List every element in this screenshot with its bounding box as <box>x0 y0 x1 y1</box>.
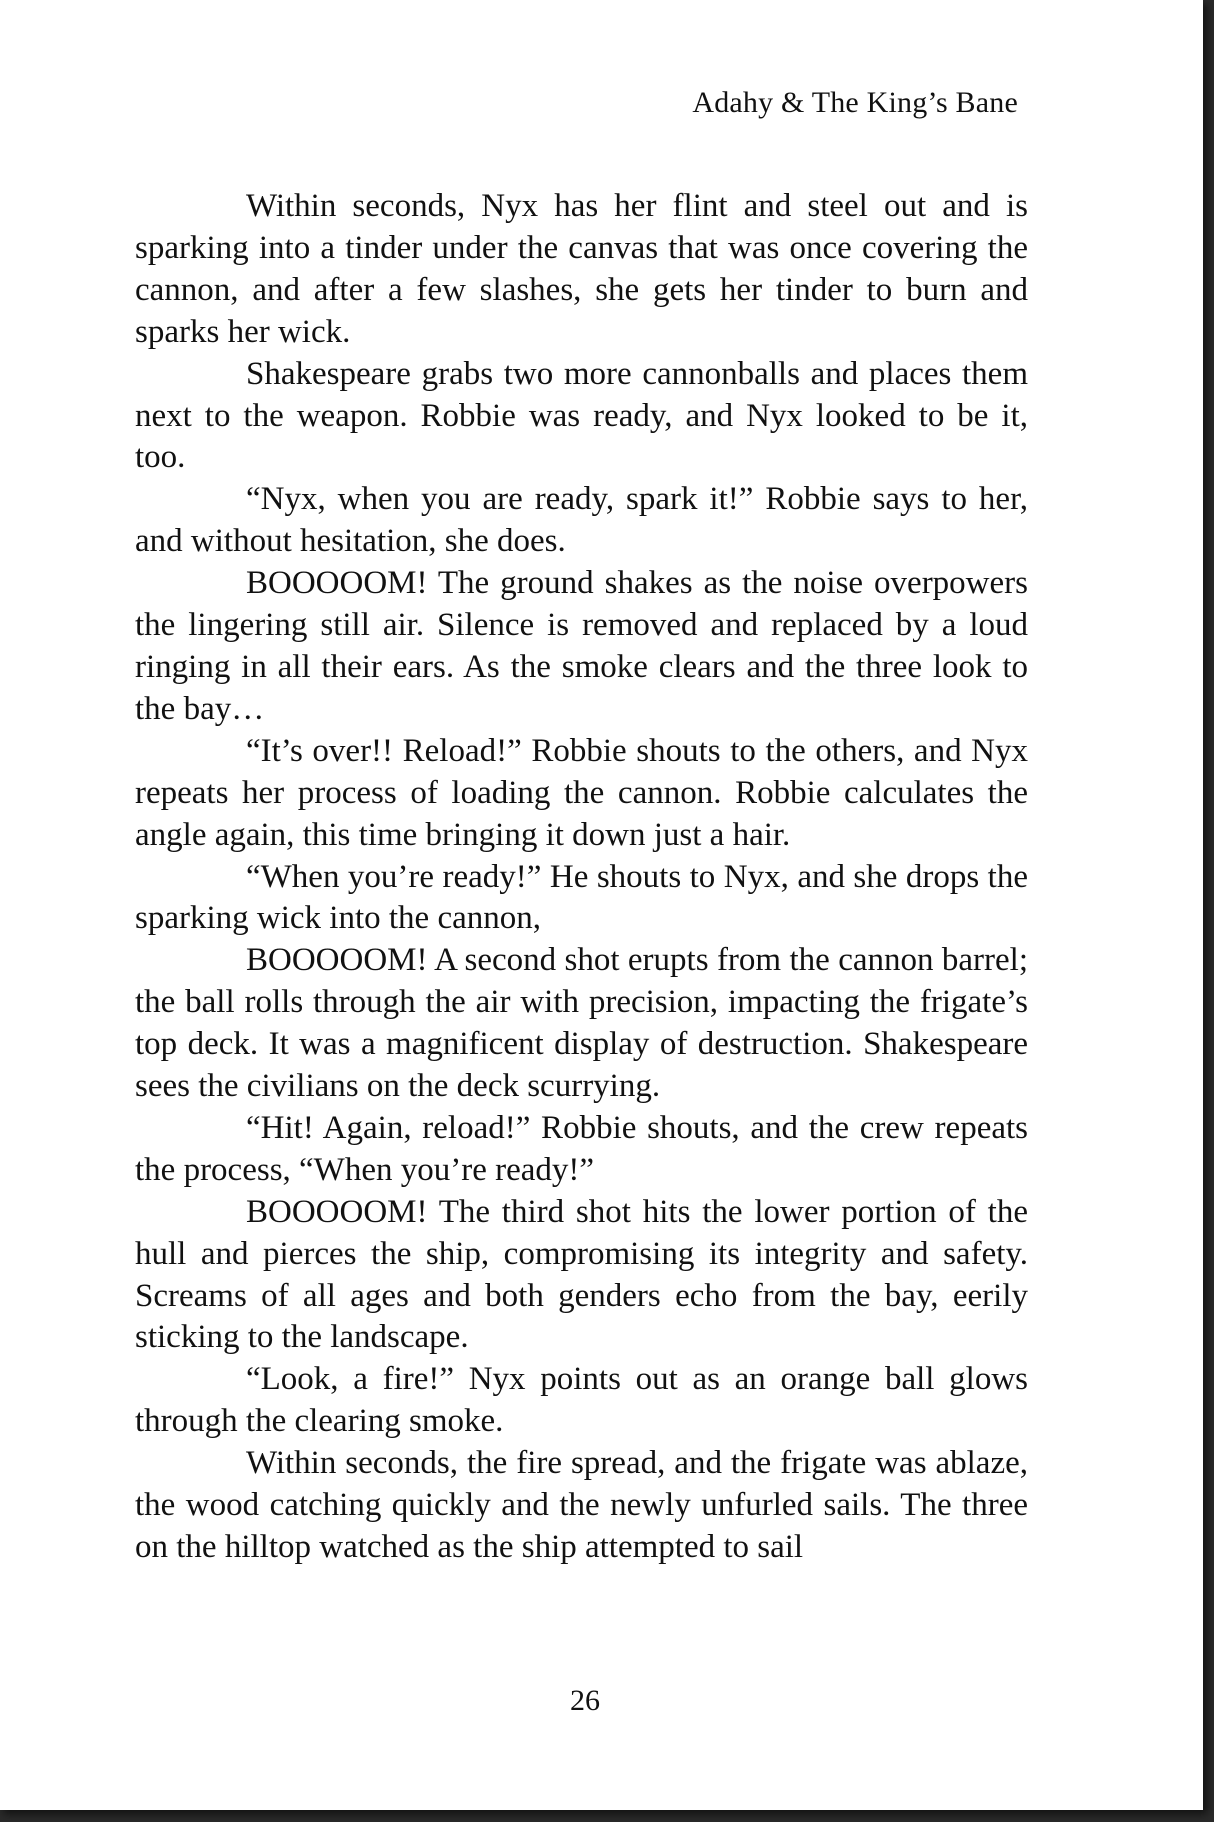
paragraph: BOOOOOM! A second shot erupts from the cannon barrel; the ball rolls through the air with precision, impacting the frigate’s top deck. It was a magnificent display of destruction. Shakespeare sees the civilians on the deck scurrying. <box>135 942 1028 1105</box>
paragraph: Within seconds, the fire spread, and the frigate was ablaze, the wood catching quickly and the newly unfurled sails. The three on the hilltop watched as the ship attempted to sail <box>135 1445 1028 1565</box>
paragraph: BOOOOOM! The third shot hits the lower portion of the hull and pierces the ship, compromising its integrity and safety. Screams of all ages and both genders echo from the bay, eerily sticking to the landscape. <box>135 1193 1028 1356</box>
paragraph: “Nyx, when you are ready, spark it!” Robbie says to her, and without hesitation, she does. <box>135 481 1028 560</box>
paragraph: “When you’re ready!” He shouts to Nyx, and she drops the sparking wick into the cannon, <box>135 858 1028 937</box>
paragraph: “Hit! Again, reload!” Robbie shouts, and the crew repeats the process, “When you’re ready!” <box>135 1109 1028 1188</box>
running-header-title: Adahy & The King’s Bane <box>692 86 1018 119</box>
page-number: 26 <box>570 1684 600 1717</box>
paragraph: “It’s over!! Reload!” Robbie shouts to the others, and Nyx repeats her process of loading the cannon. Robbie calculates the angle again, this time bringing it down just a hair. <box>135 732 1028 853</box>
paragraph: Shakespeare grabs two more cannonballs and places them next to the weapon. Robbie was ready, and Nyx looked to be it, too. <box>135 355 1028 476</box>
paragraph: Within seconds, Nyx has her flint and steel out and is sparking into a tinder under the canvas that was once covering the cannon, and after a few slashes, she gets her tinder to burn and sparks her wick. <box>135 188 1028 350</box>
paragraph: “Look, a fire!” Nyx points out as an orange ball glows through the clearing smoke. <box>135 1361 1028 1440</box>
body-text <box>135 186 1028 1569</box>
paragraph: BOOOOOM! The ground shakes as the noise overpowers the lingering still air. Silence is removed and replaced by a loud ringing in all their ears. As the smoke clears and the three look to the bay… <box>135 565 1028 727</box>
